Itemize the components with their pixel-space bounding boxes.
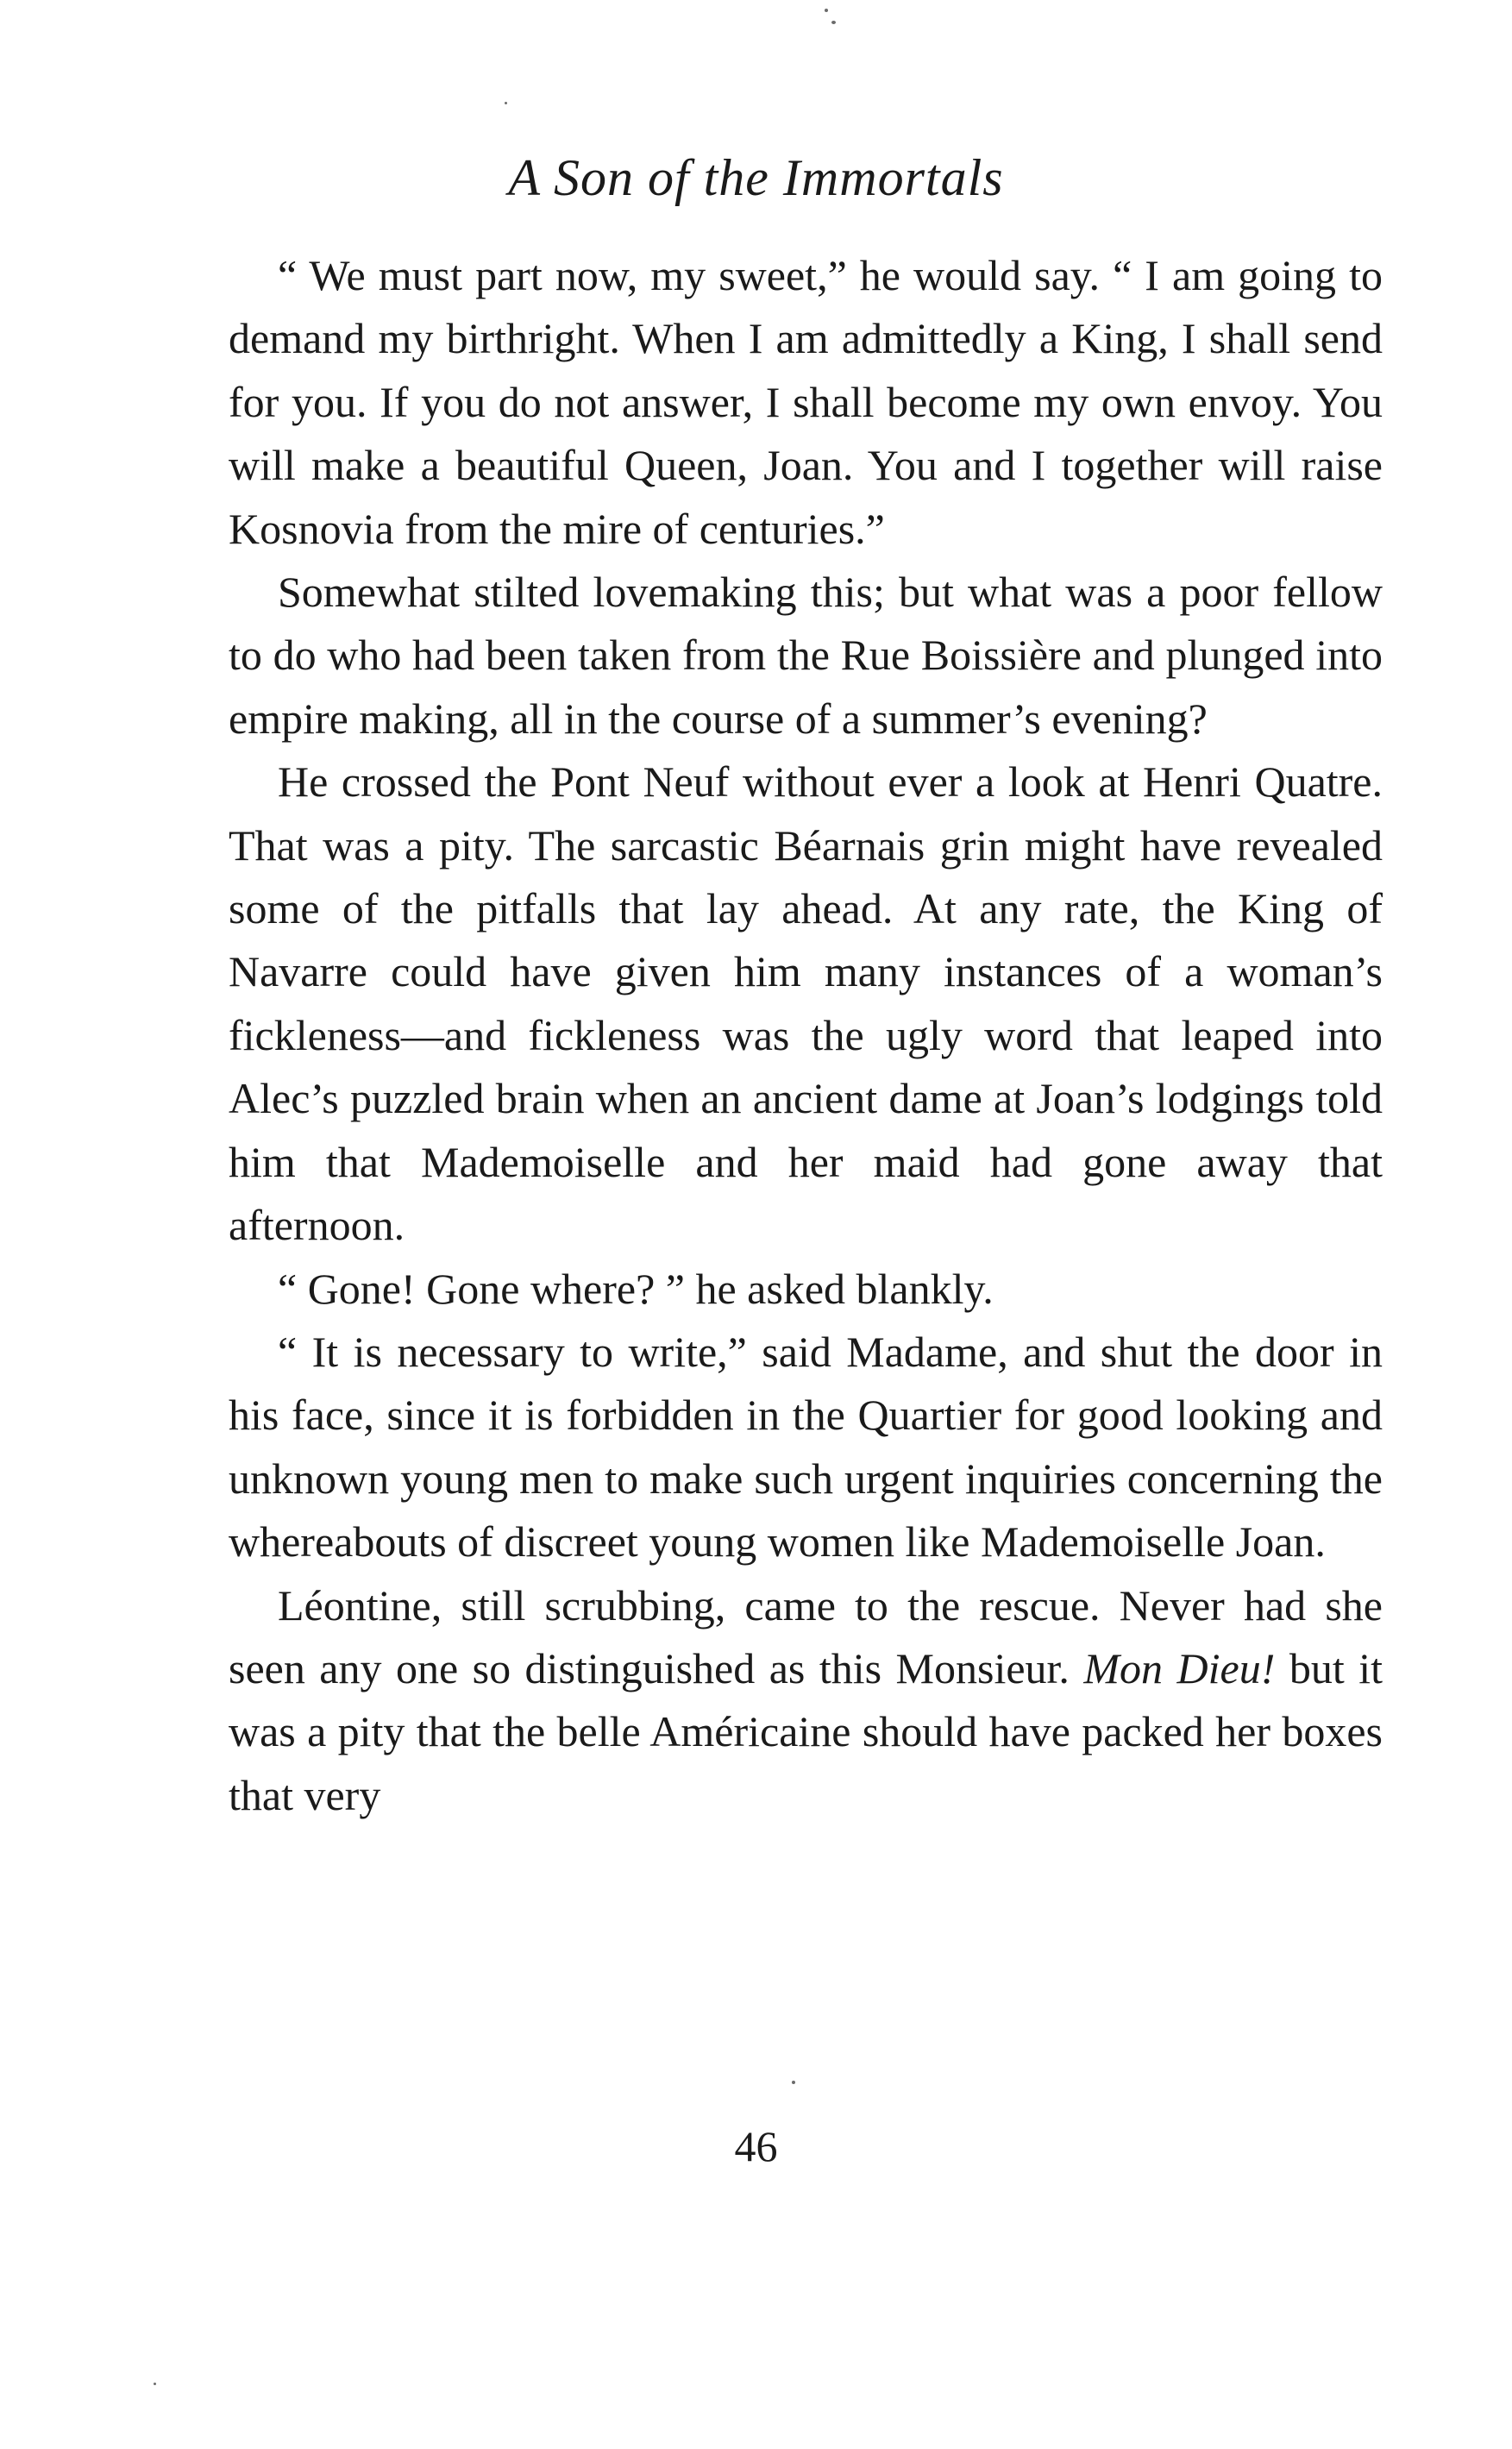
paragraph: “ Gone! Gone where? ” he asked blankly. [278, 1264, 994, 1313]
body-text [229, 244, 1383, 1827]
print-speck [792, 2081, 795, 2084]
paragraph-text: but it was a pity that the belle Américaine should have packed her boxes that very [229, 1643, 1383, 1819]
paragraph: He crossed the Pont Neuf without ever a look at Henri Quatre. That was a pity. The sarcastic Béarnais grin might have revealed some of the pitfalls that lay ahead. At any rate, the King of Navarre could have given him many instances of a woman’s fickleness—and fickleness was the ugly word that leaped into Alec’s puzzled brain when an ancient dame at Joan’s lodgings told him that Mademoiselle and her maid had gone away that afternoon. [229, 757, 1383, 1250]
print-speck [154, 2383, 156, 2385]
paragraph-last [229, 1574, 1383, 1828]
running-title: A Son of the Immortals [508, 149, 1004, 206]
italic-phrase: Mon Dieu! [1083, 1643, 1276, 1692]
print-speck [831, 21, 836, 24]
print-speck [505, 102, 507, 104]
paragraph: Somewhat stilted lovemaking this; but what was a poor fellow to do who had been taken from the Rue Boissière and plunged into empire making, all in the course of a summer’s evening? [229, 568, 1383, 743]
page-number: 46 [734, 2122, 778, 2170]
paragraph: “ It is necessary to write,” said Madame, and shut the door in his face, since it is forbidden in the Quartier for good looking and unknown young men to make such urgent inquiries concerning the whereabouts of discreet young women like Mademoiselle Joan. [229, 1327, 1383, 1567]
paragraph: “ We must part now, my sweet,” he would say. “ I am going to demand my birthright. When I am admittedly a King, I shall send for you. If you do not answer, I shall become my own envoy. You will make a beautiful Queen, Joan. You and I together will raise Kosnovia from the mire of centuries.” [229, 251, 1383, 553]
paragraph-text: Léontine, still scrubbing, came to the rescue. Never had she seen any one so distinguished as this Monsieur. [229, 1580, 1383, 1692]
print-speck [825, 9, 828, 12]
